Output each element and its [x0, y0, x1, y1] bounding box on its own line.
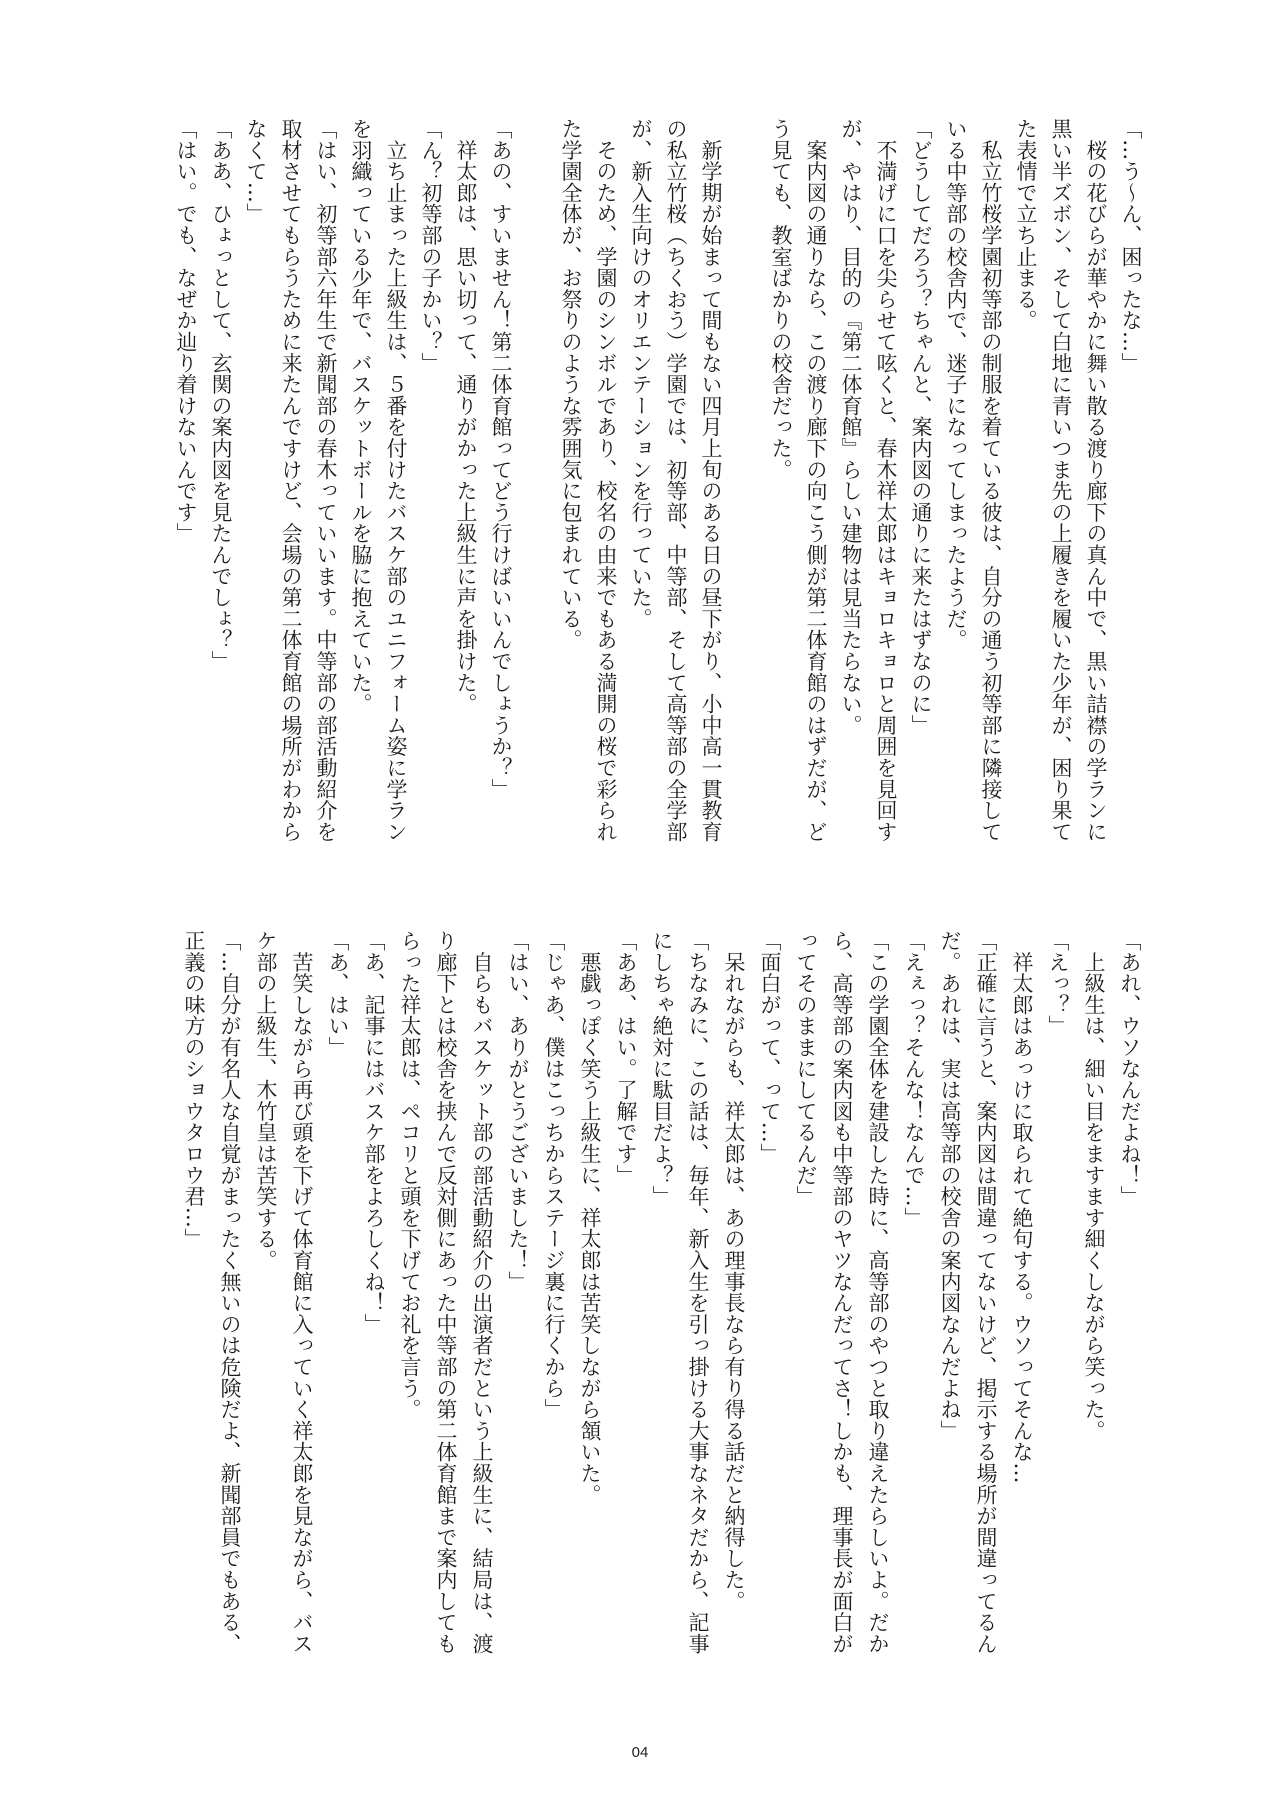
- text-line: 不満げに口を尖らせて呟くと、春木祥太郎はキョロキョロと周囲を見回す: [874, 118, 898, 843]
- text-line: いる中等部の校舎内で、迷子になってしまったようだ。: [944, 118, 968, 651]
- text-block-upper: [168, 118, 1148, 843]
- text-line: が、新入生向けのオリエンテーションを行っていた。: [629, 118, 653, 630]
- text-line: が、やはり、目的の『第二体育館』らしい建物は見当たらない。: [839, 118, 863, 736]
- text-line: 「…自分が有名人な自覚がまったく無いのは危険だよ、新聞部員でもある、: [218, 930, 242, 1655]
- text-line: らった祥太郎は、ペコリと頭を下げてお礼を言う。: [398, 930, 422, 1420]
- text-line: 「あれ、ウソなんだよね！」: [1118, 930, 1142, 1207]
- text-line: 「じゃあ、僕はこっちからステージ裏に行くから」: [542, 930, 566, 1420]
- text-line: 「はい、ありがとうございました！」: [506, 930, 530, 1293]
- text-line: 正義の味方のショウタロウ君…」: [182, 930, 206, 1250]
- text-line: 「正確に言うと、案内図は間違ってないけど、掲示する場所が間違ってるん: [974, 930, 998, 1655]
- text-line: そのため、学園のシンボルであり、校名の由来でもある満開の桜で彩られ: [594, 118, 618, 843]
- text-line: 「はい、初等部六年生で新聞部の春木っていいます。中等部の部活動紹介を: [314, 118, 338, 843]
- text-line: を羽織っている少年で、バスケットボールを脇に抱えていた。: [349, 118, 373, 715]
- text-line: 祥太郎は、思い切って、通りがかった上級生に声を掛けた。: [454, 118, 478, 715]
- text-line: ってそのままにしてるんだ」: [794, 930, 818, 1207]
- text-line: 「ああ、ひょっとして、玄関の案内図を見たんでしょ？」: [209, 118, 233, 672]
- text-line: 「あの、すいません！第二体育館ってどう行けばいいんでしょうか？」: [489, 118, 513, 800]
- text-line: 立ち止まった上級生は、５番を付けたバスケ部のユニフォーム姿に学ラン: [384, 118, 408, 843]
- text-line: 「あ、記事にはバスケ部をよろしくね！」: [362, 930, 386, 1335]
- text-line: 「ああ、はい。了解です」: [614, 930, 638, 1186]
- text-line: 「あ、はい」: [326, 930, 350, 1058]
- text-line: た学園全体が、お祭りのような雰囲気に包まれている。: [559, 118, 583, 651]
- text-line: 自らもバスケット部の部活動紹介の出演者だという上級生に、結局は、渡: [470, 930, 494, 1655]
- text-line: の私立竹桜（ちくおう）学園では、初等部、中等部、そして高等部の全学部: [664, 118, 688, 843]
- text-line: [518, 118, 553, 838]
- text-line: 私立竹桜学園初等部の制服を着ている彼は、自分の通う初等部に隣接して: [979, 118, 1003, 843]
- text-line: 「面白がって、って…」: [758, 930, 782, 1165]
- text-line: 「えぇっ？そんな！なんで…」: [902, 930, 926, 1229]
- text-line: 「えっ？」: [1046, 930, 1070, 1037]
- text-line: り廊下とは校舎を挟んで反対側にあった中等部の第二体育館まで案内しても: [434, 930, 458, 1655]
- text-line: 桜の花びらが華やかに舞い散る渡り廊下の真ん中で、黒い詰襟の学ランに: [1084, 118, 1108, 843]
- text-line: 案内図の通りなら、この渡り廊下の向こう側が第二体育館のはずだが、ど: [804, 118, 828, 843]
- text-line: う見ても、教室ばかりの校舎だった。: [769, 118, 793, 481]
- text-line: 「ちなみに、この話は、毎年、新入生を引っ掛ける大事なネタだから、記事: [686, 930, 710, 1655]
- text-line: ケ部の上級生、木竹皇は苦笑する。: [254, 930, 278, 1271]
- text-line: 呆れながらも、祥太郎は、あの理事長なら有り得る話だと納得した。: [722, 930, 746, 1612]
- text-line: 取材させてもらうために来たんですけど、会場の第二体育館の場所がわから: [279, 118, 303, 843]
- text-line: なくて…」: [244, 118, 268, 225]
- text-line: [728, 118, 763, 838]
- page-number: 04: [631, 1744, 649, 1761]
- text-line: 「ん？初等部の子かい？」: [419, 118, 443, 374]
- text-block-lower: [176, 930, 1148, 1655]
- text-line: ら、高等部の案内図も中等部のヤツなんだってさ！しかも、理事長が面白が: [830, 930, 854, 1655]
- text-line: 新学期が始まって間もない四月上旬のある日の昼下がり、小中高一貫教育: [699, 118, 723, 843]
- text-line: 黒い半ズボン、そして白地に青いつま先の上履きを履いた少年が、困り果て: [1049, 118, 1073, 843]
- text-line: だ。あれは、実は高等部の校舎の案内図なんだよね」: [938, 930, 962, 1442]
- text-line: 悪戯っぽく笑う上級生に、祥太郎は苦笑しながら頷いた。: [578, 930, 602, 1506]
- text-line: 「この学園全体を建設した時に、高等部のやつと取り違えたらしいよ。だか: [866, 930, 890, 1655]
- text-line: 「…う〜ん、困ったな…」: [1119, 118, 1143, 374]
- text-line: 「どうしてだろう？ちゃんと、案内図の通りに来たはずなのに」: [909, 118, 933, 736]
- text-line: 上級生は、細い目をますます細くしながら笑った。: [1082, 930, 1106, 1442]
- text-line: 「はい。でも、なぜか辿り着けないんです」: [174, 118, 198, 544]
- text-line: 祥太郎はあっけに取られて絶句する。ウソってそんな…: [1010, 930, 1034, 1484]
- text-line: 苦笑しながら再び頭を下げて体育館に入っていく祥太郎を見ながら、バス: [290, 930, 314, 1655]
- text-line: た表情で立ち止まる。: [1014, 118, 1038, 331]
- text-line: にしちゃ絶対に駄目だよ？」: [650, 930, 674, 1207]
